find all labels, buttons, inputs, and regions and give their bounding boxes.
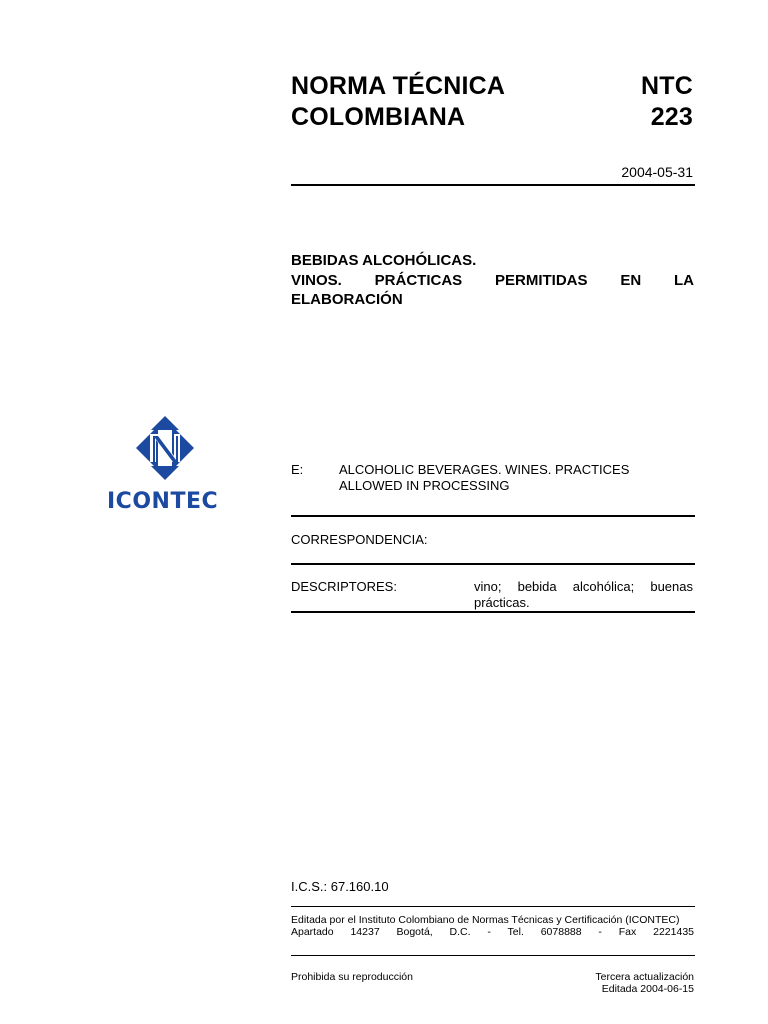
edition-line-2: Editada 2004-06-15: [601, 983, 694, 995]
reproduction-notice: Prohibida su reproducción: [291, 971, 413, 983]
ics-code: I.C.S.: 67.160.10: [291, 879, 389, 894]
descriptores-label: DESCRIPTORES:: [291, 579, 397, 594]
icontec-wordmark: ICONTEC: [107, 489, 219, 514]
subject-line-2: VINOS. PRÁCTICAS PERMITIDAS EN LA: [291, 271, 694, 289]
edition-info: [595, 971, 694, 995]
header-divider: [291, 184, 695, 186]
icontec-logo: [106, 412, 224, 516]
subject-line-1: BEBIDAS ALCOHÓLICAS.: [291, 252, 477, 269]
editor-info: [291, 914, 694, 938]
code-line-2: 223: [650, 103, 693, 131]
code-line-1: NTC: [641, 72, 693, 100]
descriptores-line-2: prácticas.: [474, 595, 530, 610]
english-divider: [291, 515, 695, 517]
editor-line-2: Apartado 14237 Bogotá, D.C. - Tel. 6078888 - Fax 2221435: [291, 926, 694, 938]
descriptores-divider: [291, 611, 695, 613]
editor-line-1: Editada por el Instituto Colombiano de Normas Técnicas y Certificación (ICONTEC): [291, 914, 680, 926]
subject-line-3: ELABORACIÓN: [291, 291, 403, 308]
title-line-1: NORMA TÉCNICA: [291, 72, 506, 100]
icontec-emblem-icon: [106, 412, 224, 484]
editor-divider: [291, 955, 695, 956]
descriptores-line-1: vino; bebida alcohólica; buenas: [474, 579, 693, 594]
correspondencia-label: CORRESPONDENCIA:: [291, 532, 428, 547]
document-date: 2004-05-31: [621, 164, 693, 180]
document-subject: [291, 251, 694, 310]
english-label: E:: [291, 462, 304, 477]
ics-divider: [291, 906, 695, 907]
correspondencia-divider: [291, 563, 695, 565]
english-title: ALCOHOLIC BEVERAGES. WINES. PRACTICES ALLOWED IN PROCESSING: [339, 462, 630, 493]
edition-line-1: Tercera actualización: [595, 971, 694, 983]
title-line-2: COLOMBIANA: [291, 103, 466, 131]
descriptores-values: [474, 579, 693, 611]
